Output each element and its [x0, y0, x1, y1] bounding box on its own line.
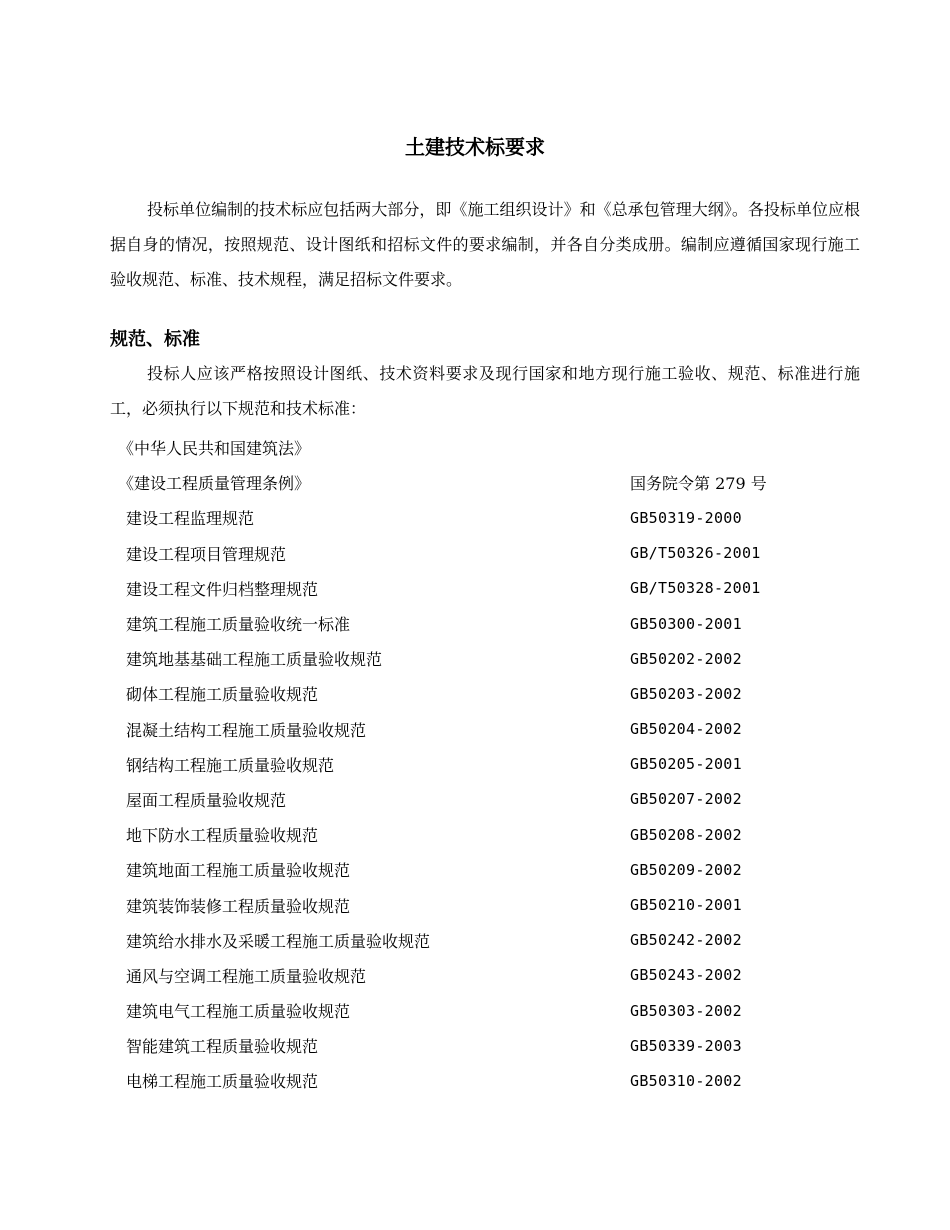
standard-code: GB/T50328-2001 [630, 579, 761, 598]
standard-code: GB50202-2002 [630, 649, 742, 668]
standard-row [118, 782, 838, 817]
section-heading: 规范、标准 [110, 329, 200, 350]
standard-code: GB50207-2002 [630, 790, 742, 809]
standard-row [118, 852, 838, 887]
standard-code: GB50205-2001 [630, 755, 742, 774]
standard-row [118, 500, 838, 535]
standard-code: GB50300-2001 [630, 614, 742, 633]
standard-name: 建筑电气工程施工质量验收规范 [126, 1002, 351, 1022]
standard-row [118, 571, 838, 606]
standard-row [118, 923, 838, 958]
standard-code: GB50310-2002 [630, 1071, 742, 1090]
standard-name: 建筑地面工程施工质量验收规范 [126, 861, 351, 881]
standard-name: 建筑装饰装修工程质量验收规范 [126, 896, 351, 916]
standard-name: 建设工程文件归档整理规范 [126, 579, 319, 599]
standard-name: 建筑地基基础工程施工质量验收规范 [126, 650, 383, 670]
document-title: 土建技术标要求 [405, 135, 545, 159]
standard-name: 《建设工程质量管理条例》 [118, 474, 311, 494]
standard-row [118, 606, 838, 641]
standard-row [118, 887, 838, 922]
standard-code: GB50204-2002 [630, 720, 742, 739]
standard-name: 电梯工程施工质量验收规范 [126, 1072, 319, 1092]
section-paragraph: 投标人应该严格按照设计图纸、技术资料要求及现行国家和地方现行施工验收、规范、标准进行施工，必须执行以下规范和技术标准： [110, 364, 860, 418]
standard-name: 钢结构工程施工质量验收规范 [126, 755, 335, 775]
standard-row [118, 1063, 838, 1098]
standard-name: 智能建筑工程质量验收规范 [126, 1037, 319, 1057]
standard-code: GB50242-2002 [630, 931, 742, 950]
standard-name: 建设工程项目管理规范 [126, 544, 287, 564]
standard-row [118, 958, 838, 993]
standard-row [118, 1028, 838, 1063]
standard-row [118, 641, 838, 676]
standard-name: 砌体工程施工质量验收规范 [126, 685, 319, 705]
standard-code: 国务院令第 279 号 [630, 474, 767, 494]
standard-row [118, 747, 838, 782]
standard-code: GB50203-2002 [630, 684, 742, 703]
standard-name: 建筑给水排水及采暖工程施工质量验收规范 [126, 931, 431, 951]
standard-name: 屋面工程质量验收规范 [126, 790, 287, 810]
standard-row [118, 536, 838, 571]
intro-paragraph: 投标单位编制的技术标应包括两大部分，即《施工组织设计》和《总承包管理大纲》。各投标单位应根据自身的情况，按照规范、设计图纸和招标文件的要求编制，并各自分类成册。编制应遵循国家现行施工验收规范、标准、技术规程，满足招标文件要求。 [110, 200, 860, 289]
standard-code: GB/T50326-2001 [630, 544, 761, 563]
standard-row [118, 465, 838, 500]
standard-name: 通风与空调工程施工质量验收规范 [126, 966, 367, 986]
standard-name: 混凝土结构工程施工质量验收规范 [126, 720, 367, 740]
standard-code: GB50339-2003 [630, 1036, 742, 1055]
standards-list [118, 430, 838, 1099]
standard-row [118, 676, 838, 711]
standard-row [118, 993, 838, 1028]
standard-row [118, 430, 838, 465]
standard-row [118, 817, 838, 852]
standard-code: GB50210-2001 [630, 896, 742, 915]
standard-name: 《中华人民共和国建筑法》 [118, 439, 311, 459]
standard-code: GB50243-2002 [630, 966, 742, 985]
standard-row [118, 712, 838, 747]
standard-name: 建设工程监理规范 [126, 509, 255, 529]
standard-name: 地下防水工程质量验收规范 [126, 826, 319, 846]
standard-code: GB50208-2002 [630, 825, 742, 844]
standard-code: GB50303-2002 [630, 1001, 742, 1020]
standard-name: 建筑工程施工质量验收统一标准 [126, 615, 351, 635]
standard-code: GB50319-2000 [630, 508, 742, 527]
standard-code: GB50209-2002 [630, 860, 742, 879]
